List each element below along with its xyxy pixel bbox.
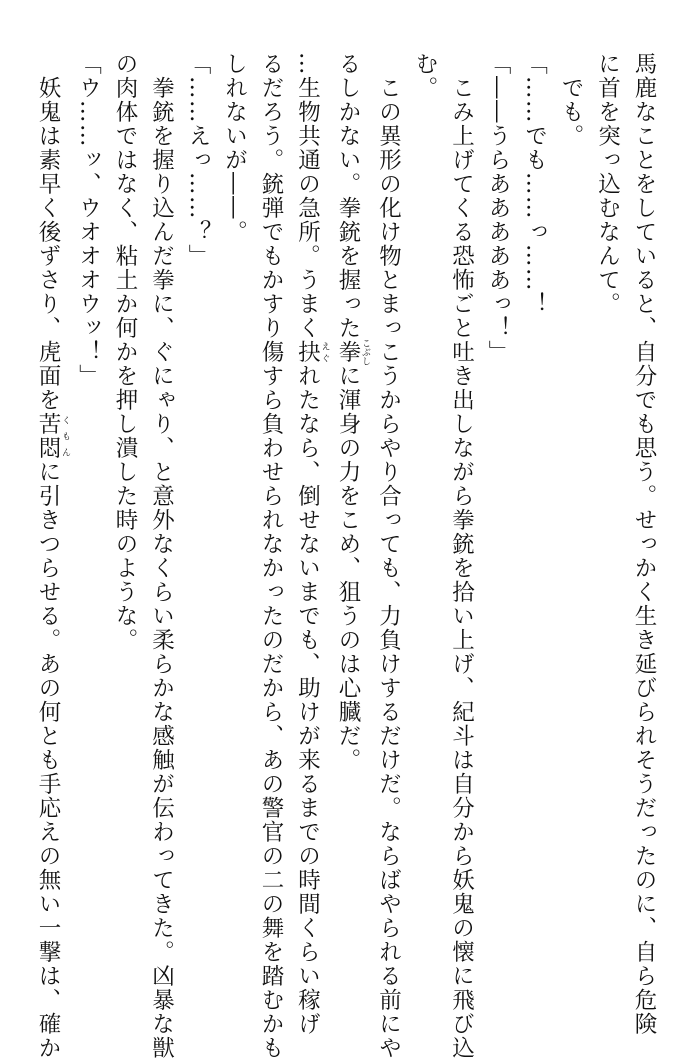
ruby-reading: えぐ [319, 340, 330, 364]
text-segment: 「……でも……っ……！ [521, 52, 548, 316]
text-line [553, 52, 590, 972]
text-line [516, 52, 553, 972]
text-line [480, 52, 517, 972]
text-segment: …生物共通の急所。うまく [294, 52, 321, 340]
ruby-annotation [335, 338, 370, 366]
text-line [107, 52, 144, 972]
text-line [70, 52, 107, 972]
text-segment: む。 [412, 52, 438, 100]
text-line [289, 52, 330, 1036]
text-segment: に引きつらせる。あの何とも手応えの無い一撃は、確か [35, 460, 61, 1060]
ruby-annotation [294, 340, 330, 364]
text-segment: るだろう。銃弾でもかすり傷すら負わせられなかったのだから、あの警官の二の舞を踏むかも [258, 52, 284, 1060]
ruby-reading: こぶし [360, 338, 370, 366]
ruby-annotation [35, 412, 70, 460]
text-segment: るしかない。拳銃を握った [335, 52, 361, 340]
text-segment: 馬鹿なことをしていると、自分でも思う。せっかく生き延びられそうだったのに、自ら危険 [631, 52, 657, 1036]
text-line [330, 52, 371, 972]
ruby-reading: くもん [60, 412, 70, 460]
text-segment: の肉体ではなく、粘土か何かを押し潰した時のような。 [112, 52, 138, 652]
text-segment: 「――うらあああああっ！」 [485, 52, 511, 364]
ruby-base: 抉 [294, 340, 321, 364]
text-line [30, 52, 71, 1060]
text-segment: 妖鬼は素早く後ずさり、虎面を [35, 52, 61, 412]
ruby-base: 拳 [335, 338, 361, 366]
text-line [626, 52, 663, 1036]
text-line [216, 52, 253, 972]
text-line [443, 52, 480, 1060]
text-segment: この異形の化け物とまっこうからやり合っても、力負けするだけだ。ならばやられる前にや [375, 52, 402, 1060]
text-line [589, 52, 626, 972]
text-line [253, 52, 290, 1060]
text-line [143, 52, 180, 1060]
text-segment: 「……えっ……？」 [185, 52, 211, 268]
text-segment: に渾身の力をこめ、狙うのは心臓だ。 [335, 364, 361, 772]
text-segment: こみ上げてくる恐怖ごと吐き出しながら拳銃を拾い上げ、紀斗は自分から妖鬼の懐に飛び込 [448, 52, 475, 1060]
ruby-base: 苦悶 [35, 412, 61, 460]
text-segment: 拳銃を握り込んだ拳に、ぐにゃり、と意外なくらい柔らかな感触が伝わってきた。凶暴な獣 [148, 52, 175, 1060]
text-line [180, 52, 217, 972]
vertical-text-body [30, 52, 663, 1060]
text-segment: しれないが――。 [221, 52, 248, 244]
text-line [407, 52, 444, 972]
text-segment: 「ウ……ッ、ウオオオウッ！」 [75, 52, 102, 388]
text-segment: れたなら、倒せないまでも、助けが来るまでの時間くらい稼げ [294, 364, 321, 1036]
text-line [370, 52, 407, 1060]
text-segment: でも。 [558, 52, 584, 148]
text-segment: に首を突っ込むなんて。 [594, 52, 621, 316]
